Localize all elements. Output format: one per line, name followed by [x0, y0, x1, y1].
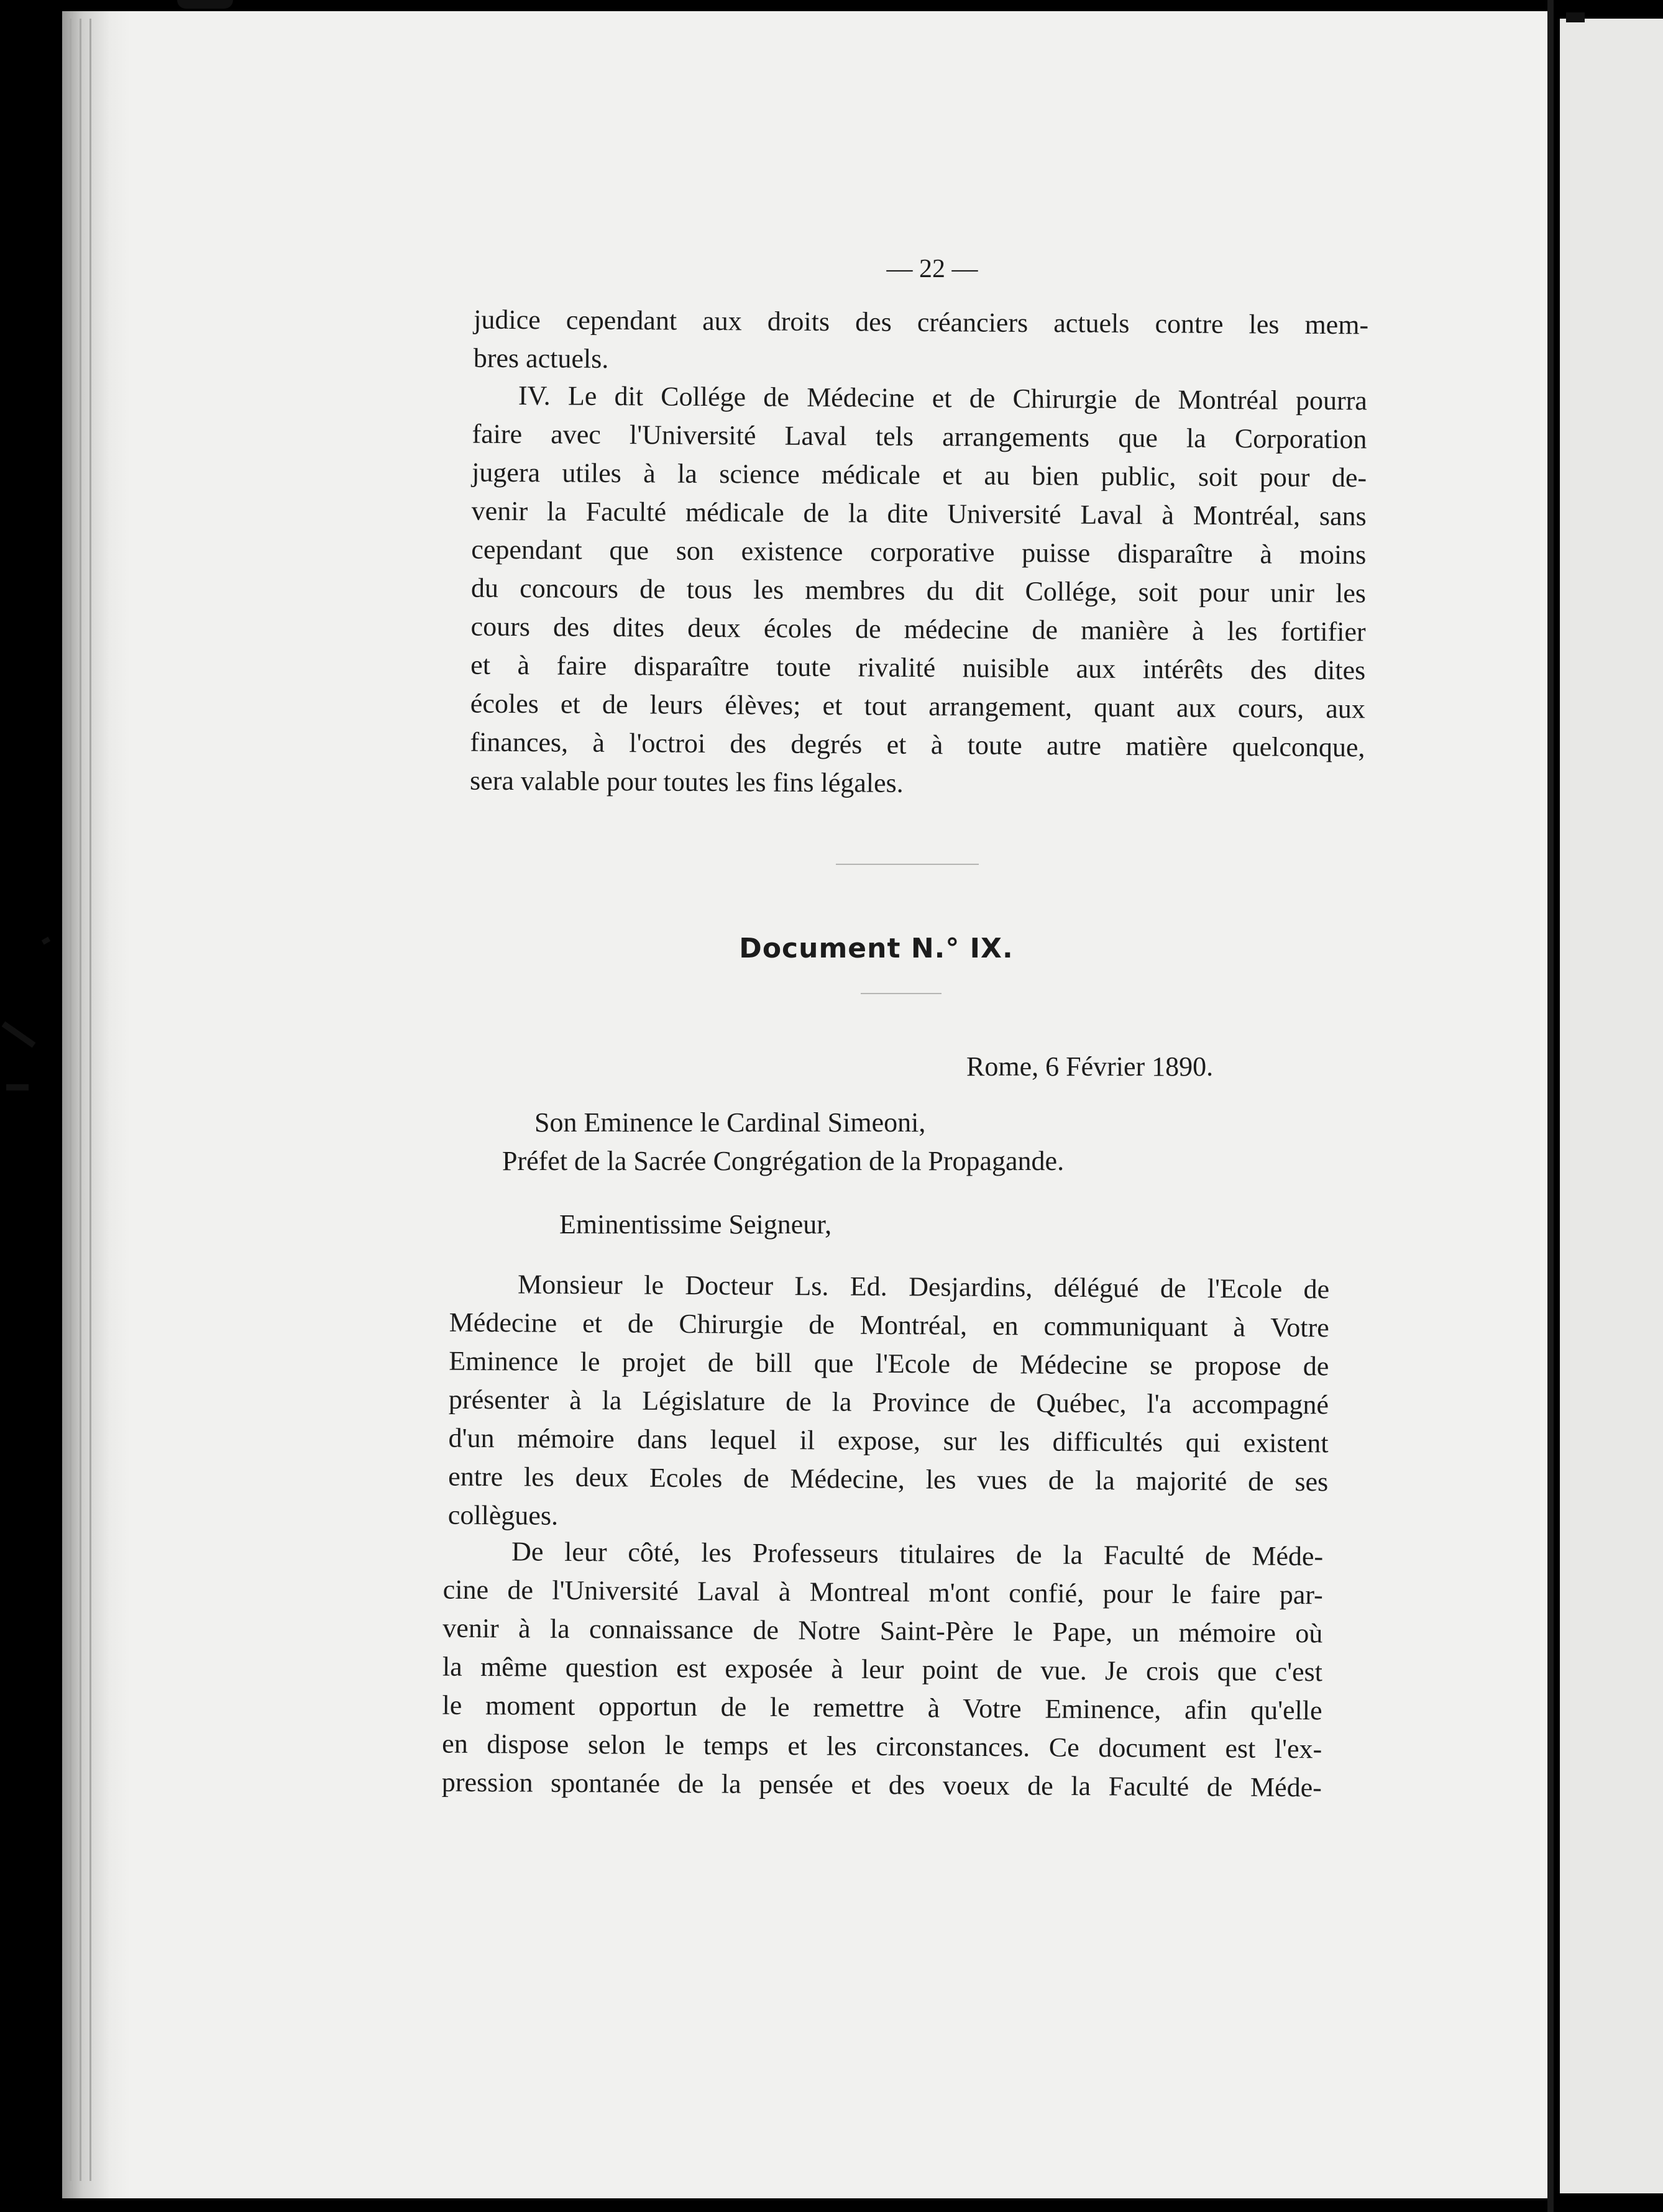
salutation: Eminentissime Seigneur,: [559, 1209, 832, 1240]
scan-mark: [1566, 12, 1585, 22]
text-line: Eminence le projet de bill que l'Ecole de Médecine se propose de: [449, 1345, 1329, 1382]
addressee-line: Préfet de la Sacrée Congrégation de la Propagande.: [502, 1146, 1065, 1176]
text-line: d'un mémoire dans lequel il expose, sur les difficultés qui existent: [448, 1422, 1329, 1459]
text-line: et à faire disparaître toute rivalité nuisible aux intérêts des dites: [470, 649, 1366, 686]
letter-paragraph-2: [442, 1532, 1324, 1808]
gutter-shadow: [1547, 0, 1554, 2212]
text-line: judice cependant aux droits des créanciers actuels contre les mem-: [474, 304, 1369, 340]
text-line: collègues.: [447, 1499, 559, 1531]
text-line: venir à la connaissance de Notre Saint-Père le Pape, un mémoire où: [442, 1612, 1323, 1649]
section-iv: [470, 377, 1367, 806]
scan-mark: [6, 1084, 29, 1090]
text-line: bres actuels.: [473, 342, 609, 374]
section-iii-tail: [474, 301, 1369, 383]
text-line: cependant que son existence corporative puisse disparaître à moins: [471, 534, 1367, 570]
adjacent-page-edge: [1560, 19, 1663, 2193]
scan-mark: [177, 0, 233, 9]
page-number: — 22 —: [886, 255, 978, 283]
text-line: entre les deux Ecoles de Médecine, les vues de la majorité de ses: [448, 1461, 1329, 1497]
letter-dateline: Rome, 6 Février 1890.: [966, 1051, 1214, 1082]
scan-mark: [42, 937, 50, 945]
text-line: du concours de tous les membres du dit Collége, soit pour unir les: [470, 572, 1367, 609]
text-line: Monsieur le Docteur Ls. Ed. Desjardins, délégué de l'Ecole de: [518, 1269, 1330, 1305]
document-title: Document N.° IX.: [739, 933, 1014, 964]
scan-mark: [2, 1021, 36, 1048]
text-line: finances, à l'octroi des degrés et à toute autre matière quelconque,: [470, 726, 1365, 763]
text-line: faire avec l'Université Laval tels arrangements que la Corporation: [472, 418, 1367, 455]
text-line: écoles et de leurs élèves; et tout arrangement, quant aux cours, aux: [470, 688, 1366, 724]
text-line: le moment opportun de le remettre à Votre Eminence, afin qu'elle: [442, 1689, 1322, 1726]
text-line: cours des dites deux écoles de médecine de manière à les fortifier: [470, 611, 1366, 647]
addressee-line: Son Eminence le Cardinal Simeoni,: [534, 1107, 926, 1138]
text-line: venir la Faculté médicale de la dite Université Laval à Montréal, sans: [471, 495, 1367, 532]
letter-paragraph-1: [448, 1265, 1330, 1540]
page-edge-line: [89, 19, 91, 2181]
text-line: IV. Le dit Collége de Médecine et de Chirurgie de Montréal pourra: [518, 380, 1368, 416]
text-line: présenter à la Législature de la Province de Québec, l'a accompagné: [448, 1384, 1329, 1420]
title-underline: [861, 993, 941, 994]
text-line: Médecine et de Chirurgie de Montréal, en communiquant à Votre: [449, 1307, 1329, 1343]
page-edge-line: [80, 19, 81, 2181]
text-line: en dispose selon le temps et les circonstances. Ce document est l'ex-: [442, 1728, 1322, 1765]
text-line: pression spontanée de la pensée et des voeux de la Faculté de Méde-: [441, 1766, 1322, 1803]
text-line: cine de l'Université Laval à Montreal m'ont confié, pour le faire par-: [442, 1574, 1323, 1611]
text-line: De leur côté, les Professeurs titulaires de la Faculté de Méde-: [511, 1536, 1324, 1572]
section-divider: [836, 864, 979, 865]
text-line: sera valable pour toutes les fins légales.: [469, 765, 904, 798]
text-line: la même question est exposée à leur point de vue. Je crois que c'est: [442, 1651, 1323, 1688]
page-edge-line: [70, 19, 71, 2181]
text-line: jugera utiles à la science médicale et au bien public, soit pour de-: [472, 457, 1367, 493]
binding-shadow: [62, 11, 131, 2198]
